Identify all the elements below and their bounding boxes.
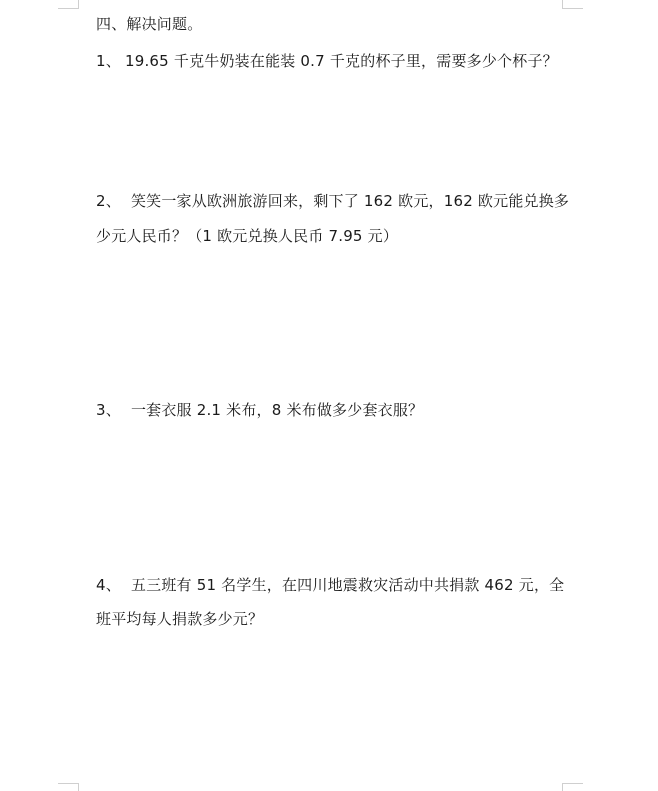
crop-mark-top-left-vertical [78, 0, 79, 8]
crop-mark-top-right-vertical [562, 0, 563, 8]
section-title: 四、解决问题。 [96, 15, 203, 33]
question-2-line-1 [96, 191, 569, 211]
question-4-line-2: 班平均每人捐款多少元？ [96, 610, 264, 628]
crop-mark-bottom-left-vertical [78, 783, 79, 791]
question-4-text-line-1: 五三班有 51 名学生，在四川地震救灾活动中共捐款 462 元，全 [130, 576, 565, 594]
crop-mark-top-right-horizontal [562, 8, 583, 9]
question-2-line-2: 少元人民币？（1 欧元兑换人民币 7.95 元） [96, 227, 399, 245]
question-3-line-1 [96, 400, 423, 420]
question-3-text: 一套衣服 2.1 米布，8 米布做多少套衣服？ [130, 401, 424, 419]
question-2-text-line-1: 笑笑一家从欧洲旅游回来，剩下了 162 欧元，162 欧元能兑换多 [130, 192, 570, 210]
crop-mark-bottom-right-vertical [562, 783, 563, 791]
question-3-number: 3、 [96, 401, 121, 419]
crop-mark-top-left-horizontal [58, 8, 79, 9]
question-4-number: 4、 [96, 576, 121, 594]
crop-mark-bottom-left-horizontal [58, 783, 79, 784]
question-1-number: 1、 [96, 52, 121, 70]
question-1-text: 19.65 千克牛奶装在能装 0.7 千克的杯子里，需要多少个杯子？ [124, 52, 558, 70]
question-1-line-1 [96, 51, 558, 71]
crop-mark-bottom-right-horizontal [562, 783, 583, 784]
question-4-line-1 [96, 575, 564, 595]
question-2-number: 2、 [96, 192, 121, 210]
